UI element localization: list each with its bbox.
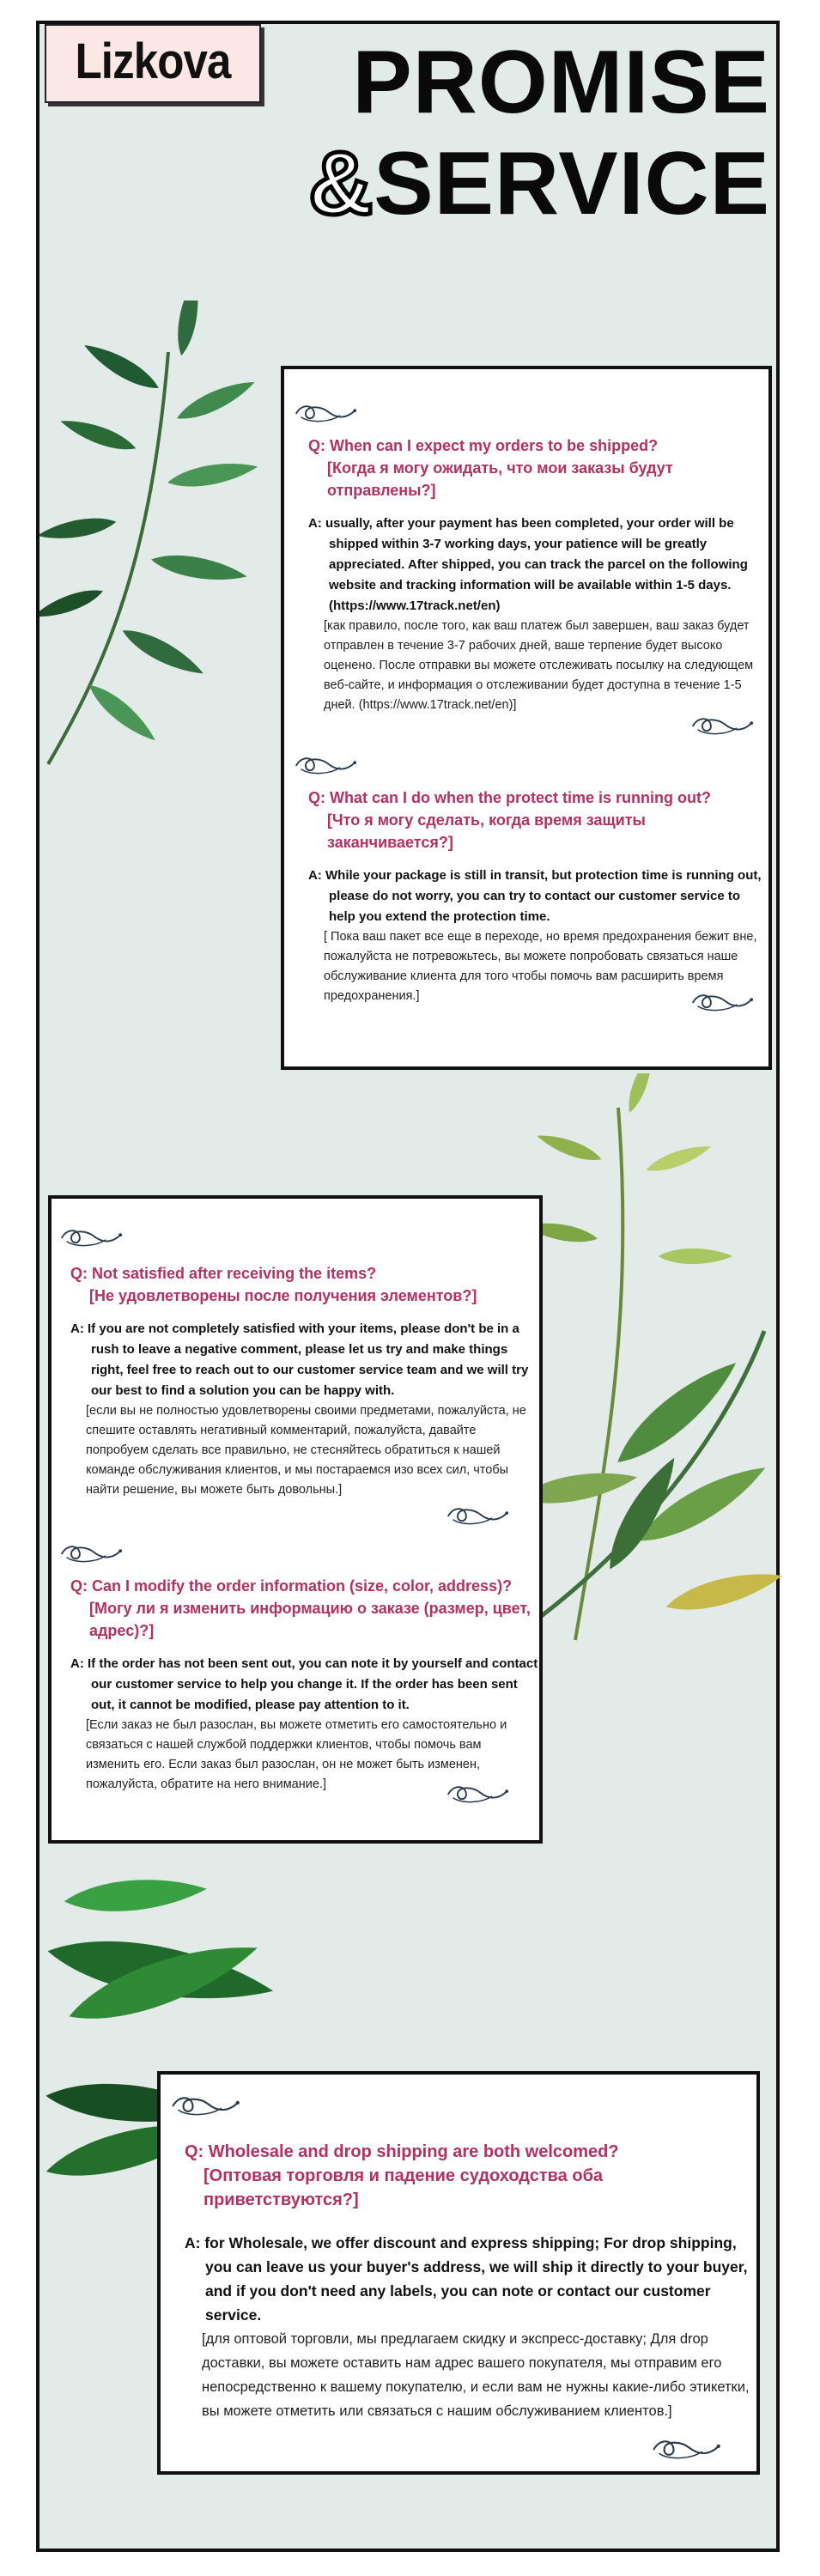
flourish-ornament-icon bbox=[445, 1503, 510, 1528]
flourish-ornament-icon bbox=[169, 2092, 241, 2119]
flourish-ornament-icon bbox=[650, 2435, 722, 2463]
question-ru: [Когда я могу ожидать, что мои заказы будут отправлены?] bbox=[327, 459, 673, 499]
flourish-ornament-icon bbox=[293, 752, 358, 778]
flourish-ornament-icon bbox=[293, 400, 358, 426]
flourish-ornament-icon bbox=[58, 1224, 124, 1250]
question-en: Q: Wholesale and drop shipping are both welcomed? bbox=[185, 2142, 619, 2161]
headline-service bbox=[308, 134, 770, 234]
question-en: Q: Not satisfied after receiving the items? bbox=[70, 1265, 377, 1282]
question-modify-order bbox=[70, 1575, 538, 1642]
answer-en: A: If the order has not been sent out, you can note it by yourself and contact our customer service to help you change it. If the order has been sent out, it cannot be modified, please pay attention to it. bbox=[70, 1656, 538, 1712]
headline-ampersand: & bbox=[308, 134, 374, 234]
answer-ru: [ Пока ваш пакет все еще в переходе, но время предохранения бежит вне, пожалуйста не потревожьтесь, вы можете попробовать связаться наше обслуживание клиента для того чтобы помочь вам расширить время предохранения.] bbox=[324, 930, 757, 1003]
question-not-satisfied bbox=[70, 1262, 534, 1307]
question-en: Q: When can I expect my orders to be shipped? bbox=[308, 437, 659, 454]
flourish-ornament-icon bbox=[689, 989, 755, 1015]
brand-logo bbox=[45, 24, 261, 103]
question-ru: [Оптовая торговля и падение судоходства оба приветствуются?] bbox=[203, 2166, 604, 2209]
headline-service-text: SERVICE bbox=[374, 134, 770, 234]
faq-card-shipping bbox=[281, 366, 772, 1070]
question-ru: [Что я могу сделать, когда время защиты заканчивается?] bbox=[327, 811, 646, 851]
question-en: Q: What can I do when the protect time is running out? bbox=[308, 789, 711, 806]
answer-ru: [Если заказ не был разослан, вы можете отметить его самостоятельно и связаться с нашей службой поддержки клиентов, чтобы помочь вам изменить его. Если заказ был разослан, он не может быть изменен, пожалуйста, обратите на него внимание.] bbox=[86, 1718, 507, 1791]
question-ru: [Могу ли я изменить информацию о заказе (размер, цвет, адрес)?] bbox=[89, 1600, 531, 1639]
flourish-ornament-icon bbox=[445, 1781, 510, 1807]
answer-ru: [как правило, после того, как ваш платеж был завершен, ваш заказ будет отправлен в течение 3-7 рабочих дней, ваше терпение будет высоко оценено. После отправки вы можете отслеживать посылку на следующем веб-сайте, и информация о отслеживании будет доступна в течение 1-5 дней. (https://www.17track.net/en)] bbox=[324, 619, 754, 712]
flourish-ornament-icon bbox=[58, 1540, 124, 1566]
question-protection-time bbox=[308, 787, 763, 854]
headline-promise: PROMISE bbox=[352, 33, 770, 132]
answer-en: A: for Wholesale, we offer discount and express shipping; For drop shipping, you can leave us your buyer's address, we will ship it directly to your buyer, and if you don't need any labels, you can note or contact our customer service. bbox=[185, 2234, 748, 2324]
palm-leaves-illustration-top bbox=[39, 301, 289, 781]
flourish-ornament-icon bbox=[689, 713, 755, 738]
question-en: Q: Can I modify the order information (size, color, address)? bbox=[70, 1577, 513, 1595]
answer-en: A: If you are not completely satisfied with your items, please don't be in a rush to leave a negative comment, please let us try and make things right, feel free to reach out to our customer service team and we will try our best to find a solution you can be happy with. bbox=[70, 1321, 529, 1398]
answer-ru: [для оптовой торговли, мы предлагаем скидку и экспресс-доставку; Для drop доставки, вы можете оставить нам адрес вашего покупателя, мы отправим его непосредственно к вашему покупателю, и если вам не нужны какие-либо этикетки, вы можете отметить или связаться с нашим обслуживанием клиентов.] bbox=[202, 2331, 750, 2419]
faq-card-satisfaction bbox=[48, 1195, 543, 1844]
question-shipping-time bbox=[308, 434, 763, 501]
answer-ru: [если вы не полностью удовлетворены своими предметами, пожалуйста, не спешите оставлять негативный комментарий, пожалуйста, давайте попробуем сделать все правильно, не стесняйтесь обратиться к нашей команде обслуживания клиентов, и мы постараемся изо всех сил, чтобы найти решение, вы можете быть довольны.] bbox=[86, 1404, 526, 1497]
question-ru: [Не удовлетворены после получения элементов?] bbox=[89, 1287, 477, 1304]
answer-en: A: usually, after your payment has been completed, your order will be shipped within 3-7 working days, your patience will be greatly appreciated. After shipped, you can track the parcel on the following website and tracking information will be available within 1-5 days. (https://www.17track.net/en) bbox=[308, 516, 748, 613]
question-wholesale bbox=[185, 2140, 751, 2212]
answer-en: A: While your package is still in transit, but protection time is running out, please do not worry, you can try to contact our customer service to help you extend the protection time. bbox=[308, 868, 762, 924]
faq-card-wholesale bbox=[157, 2071, 760, 2475]
logo-text: Lizkova bbox=[75, 33, 231, 89]
